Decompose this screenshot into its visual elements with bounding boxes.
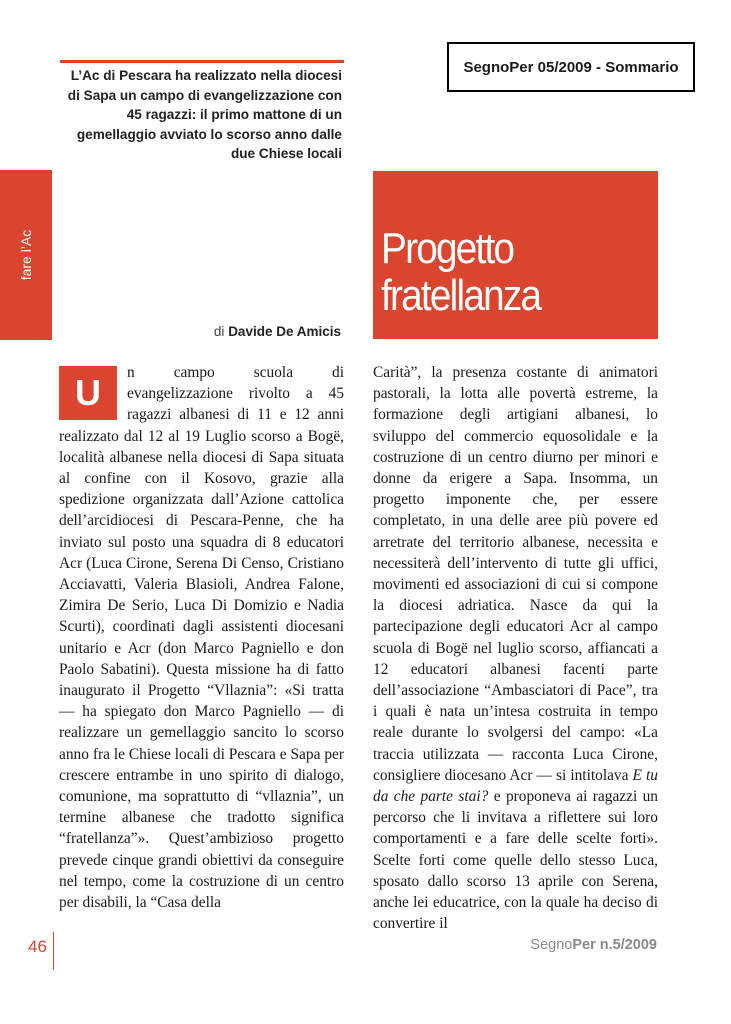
byline-author: Davide De Amicis [228, 324, 341, 339]
footer-rule [53, 932, 54, 970]
column-2-text-a: Carità”, la presenza costante di animatori pastorali, la lotta alle povertà estreme, la formazione degli artigiani albanesi, lo sviluppo del commercio equosolidale e la costruzione di un centro diurno per minori e donne da erigere a Sapa. Insomma, un progetto imponente che, per essere completato, in una delle aree più povere ed arretrate del territorio albanese, necessita e necessiterà dell’intervento di tutte gli uffici, movimenti ed associazioni di cui si compone la diocesi adriatica. Nasce da qui la partecipazione degli educatori Acr al campo scuola di Bogë nel luglio scorso, affiancati a 12 educatori albanesi facenti parte dell’associazione “Ambasciatori di Pace”, tra i quali è nata un’intesa costruita in tempo reale durante lo svolgersi del campo: «La traccia utilizzata — racconta Luca Cirone, consigliere diocesano Acr — si intitolava [373, 364, 658, 784]
page-number: 46 [28, 937, 47, 956]
section-tab-label: fare l’Ac [18, 229, 34, 281]
article-column-2 [373, 362, 658, 934]
intro-summary: L’Ac di Pescara ha realizzato nella diocesi di Sapa un campo di evangelizzazione con 45 ragazzi: il primo mattone di un gemellaggio avviato lo scorso anno dalle due Chiese locali [67, 68, 342, 161]
column-2-text-b: e proponeva ai ragazzi un percorso che li invitava a riflettere sui loro comportamenti e a fare delle scelte forti». Scelte forti come quelle dello stesso Luca, sposato dallo scorso 13 aprile con Serena, anche lei educatrice, con la quale ha deciso di convertire il [373, 788, 658, 933]
summary-link-button[interactable]: SegnoPer 05/2009 - Sommario [447, 42, 695, 92]
footer-mag-light: Segno [530, 937, 573, 953]
intro-rule [60, 60, 344, 63]
section-tab [0, 170, 52, 340]
column-2-italic: E tu da che parte stai? [373, 766, 658, 806]
title-block [373, 171, 658, 339]
byline-prefix: di [213, 324, 225, 339]
title-line-2: fratellanza [381, 271, 541, 320]
drop-cap: U [59, 366, 117, 420]
column-1-text: n campo scuola di evangelizzazione rivolto a 45 ragazzi albanesi di 11 e 12 anni realizzato dal 12 al 19 Luglio scorso a Bogë, località albanese nella diocesi di Sapa situata al confine con il Kosovo, grazie alla spedizione organizzata dall’Azione cattolica dell’arcidiocesi di Pescara-Penne, che ha inviato sul posto una squadra di 8 educatori Acr (Luca Cirone, Serena Di Censo, Cristiano Acciavatti, Valeria Blasioli, Andrea Falone, Zimira De Serio, Luca Di Domizio e Nadia Scurti), coordinati dagli assistenti diocesani unitario e Acr (don Marco Pagniello e don Paolo Sabatini). Questa missione ha di fatto inaugurato il Progetto “Vllaznia”: «Si tratta — ha spiegato don Marco Pagniello — di realizzare un gemellaggio sancito lo scorso anno fra le Chiese locali di Pescara e Sapa per crescere entrambe in uno spirito di dialogo, comunione, ma soprattutto di “vllaznia”, un termine albanese che tradotto significa “fratellanza”». Quest’ambizioso progetto prevede cinque grandi obiettivi da conseguire nel tempo, come la costruzione di un centro per disabili, la “Casa della [59, 364, 344, 912]
byline [214, 324, 341, 339]
footer-mag-bold: Per n.5/2009 [572, 937, 657, 953]
footer-magazine [530, 937, 657, 953]
title-line-1: Progetto [381, 224, 514, 273]
article-title [381, 225, 540, 319]
article-column-1 [59, 362, 344, 913]
